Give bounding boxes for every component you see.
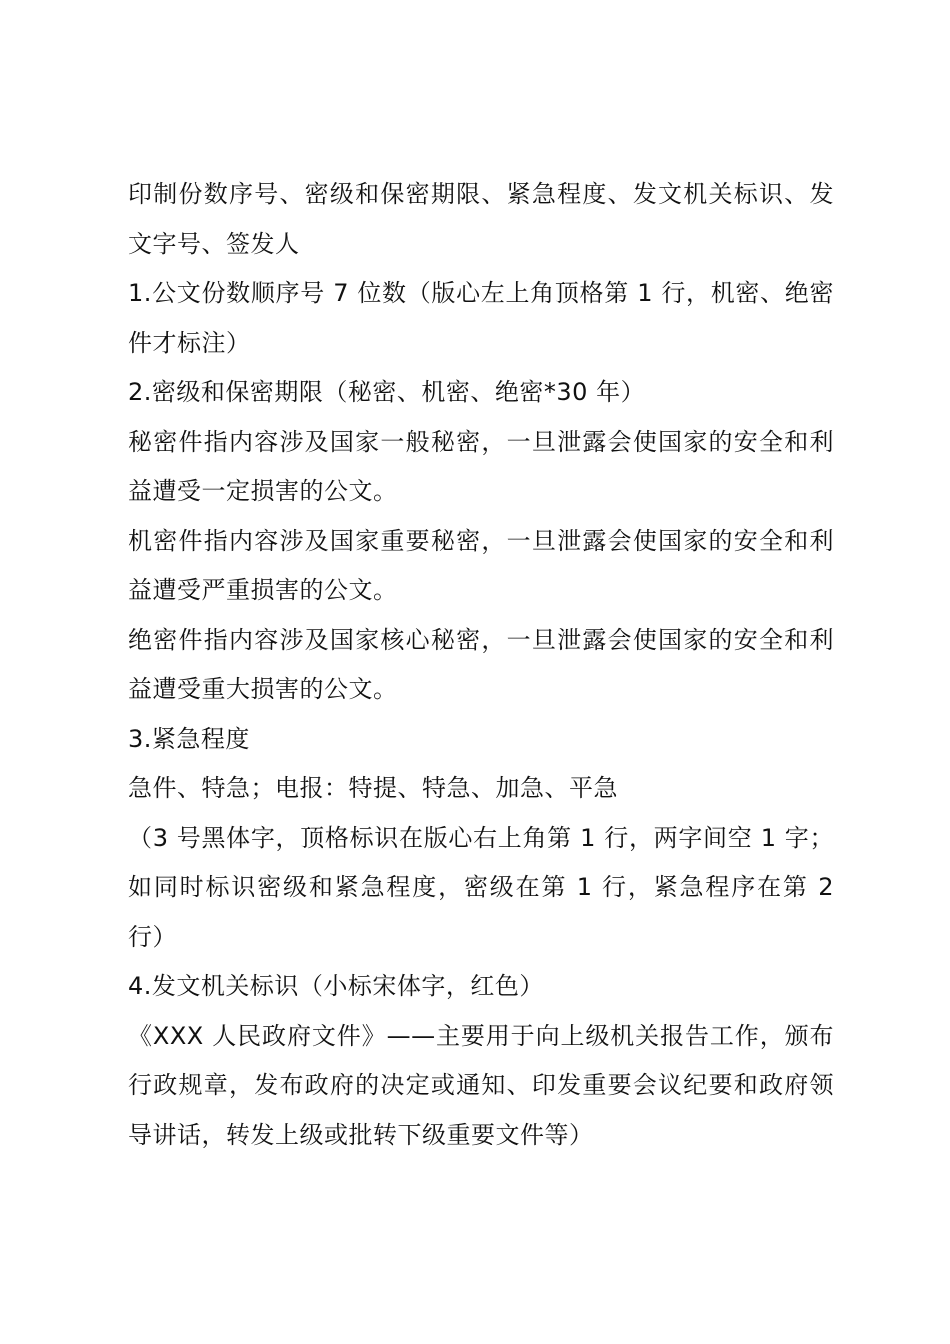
paragraph-header-items: 印制份数序号、密级和保密期限、紧急程度、发文机关标识、发文字号、签发人 bbox=[128, 180, 834, 258]
paragraph-top-secret: 绝密件指内容涉及国家核心秘密，一旦泄露会使国家的安全和利益遭受重大损害的公文。 bbox=[128, 625, 834, 703]
paragraph-confidential: 机密件指内容涉及国家重要秘密，一旦泄露会使国家的安全和利益遭受严重损害的公文。 bbox=[128, 526, 834, 604]
paragraph-issuer-usage: 《XXX 人民政府文件》——主要用于向上级机关报告工作，颁布行政规章，发布政府的决定或通知、印发重要会议纪要和政府领导讲话，转发上级或批转下级重要文件等） bbox=[128, 1021, 834, 1149]
paragraph-item-3: 3.紧急程度 bbox=[128, 724, 250, 753]
paragraph-item-1: 1.公文份数顺序号 7 位数（版心左上角顶格第 1 行，机密、绝密件才标注） bbox=[128, 279, 834, 357]
paragraph-urgency-levels: 急件、特急；电报：特提、特急、加急、平急 bbox=[128, 774, 618, 802]
paragraph-item-2: 2.密级和保密期限（秘密、机密、绝密*30 年） bbox=[128, 378, 646, 406]
paragraph-item-4: 4.发文机关标识（小标宋体字，红色） bbox=[128, 972, 544, 1000]
document-body bbox=[128, 170, 834, 1160]
paragraph-urgency-format: （3 号黑体字，顶格标识在版心右上角第 1 行，两字间空 1 字；如同时标识密级和紧急程度，密级在第 1 行，紧急程序在第 2 行） bbox=[128, 823, 834, 951]
paragraph-secret: 秘密件指内容涉及国家一般秘密，一旦泄露会使国家的安全和利益遭受一定损害的公文。 bbox=[128, 427, 834, 505]
